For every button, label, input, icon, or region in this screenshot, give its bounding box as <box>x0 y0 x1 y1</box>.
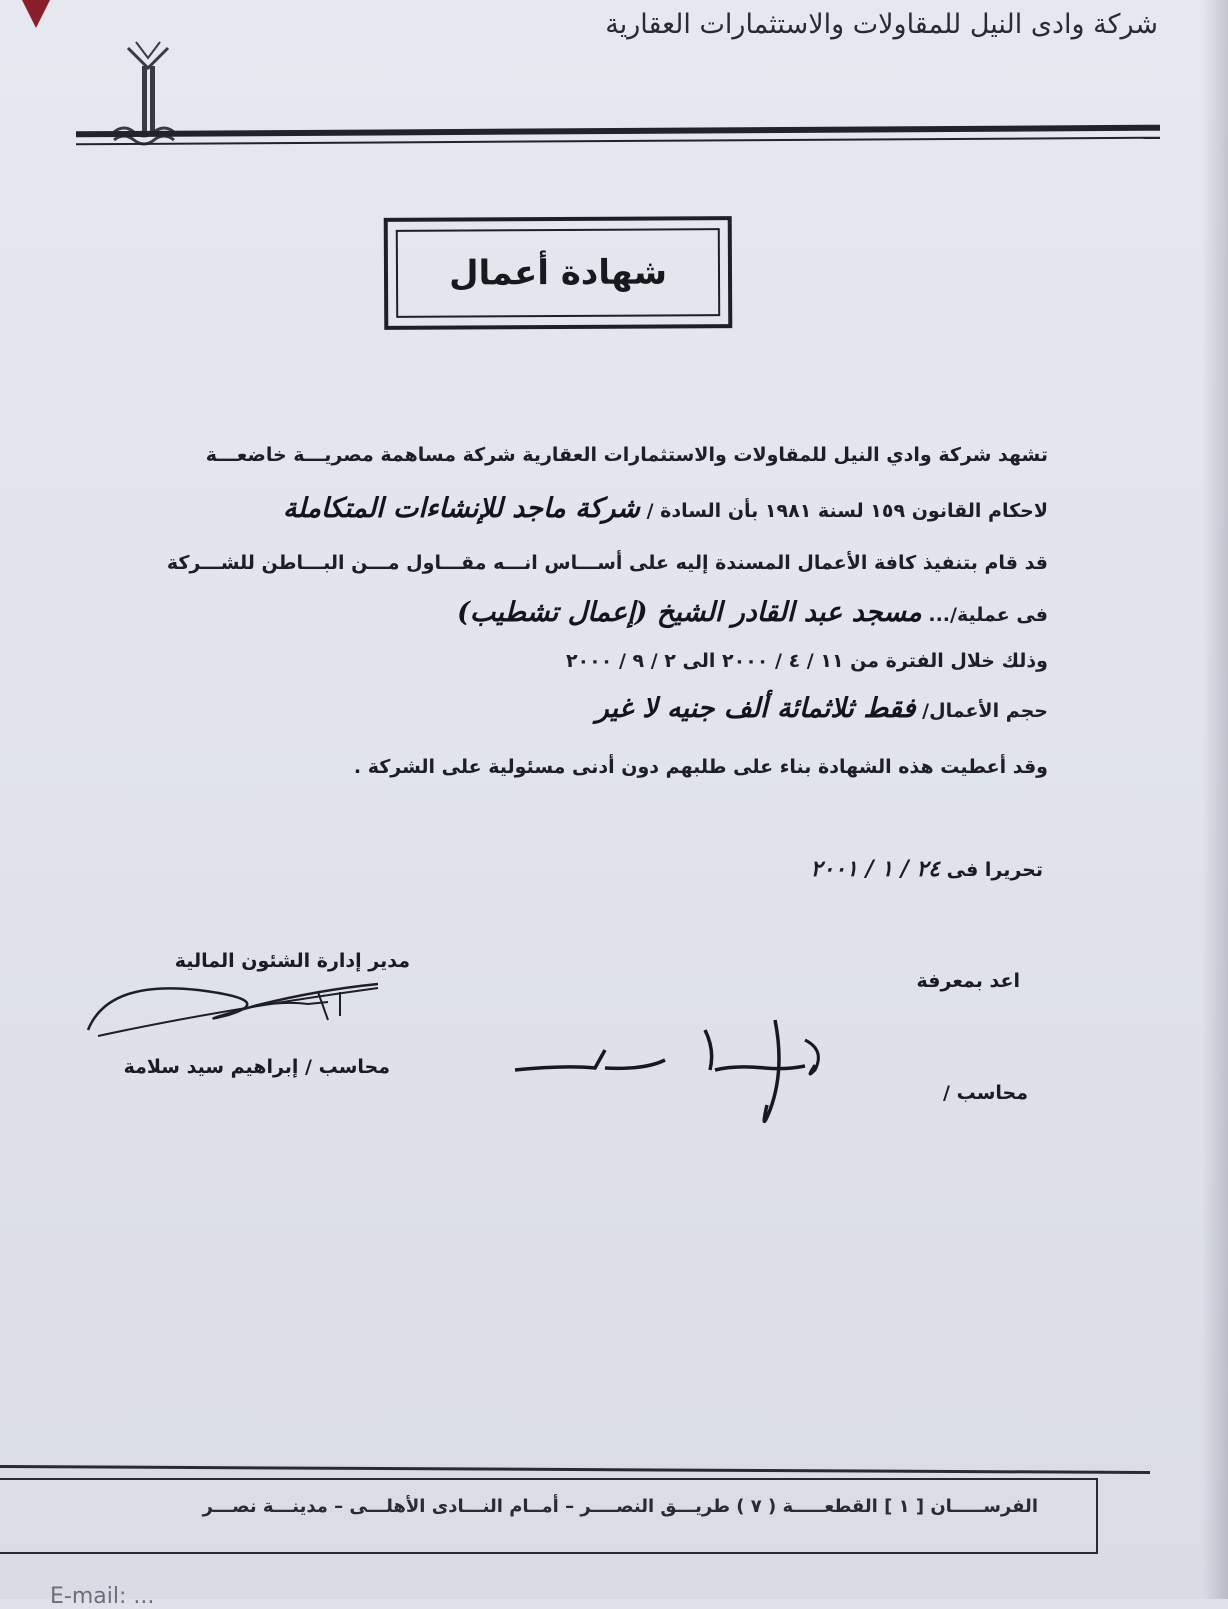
date-label: تحريرا فى <box>946 859 1043 881</box>
accountant-signature-icon <box>505 1010 845 1140</box>
prepared-by-label: اعد بمعرفة <box>916 970 1020 992</box>
work-volume-handwritten: فقط ثلاثمائة ألف جنيه لا غير <box>595 693 916 724</box>
company-name: شركة وادى النيل للمقاولات والاستثمارات العقارية <box>605 9 1158 40</box>
title-box-inner <box>396 228 720 318</box>
company-address: الفرســـــان [ ١ ] القطعـــــة ( ٧ ) طريـــق النصــــر – أمــام النـــادى الأهلـــى – مدينـــة نصـــر <box>202 1496 1038 1517</box>
body-line-3: قد قام بتنفيذ كافة الأعمال المسندة إليه على أســـاس انـــه مقـــاول مـــن البـــاطن للشـــركة <box>166 552 1048 574</box>
finance-manager-title: مدير إدارة الشئون المالية <box>174 950 410 972</box>
body-line-4 <box>48 598 1048 630</box>
document-title: شهادة أعمال <box>448 252 668 294</box>
project-name-handwritten: مسجد عبد القادر الشيخ (إعمال تشطيب) <box>457 597 922 628</box>
body-line-2-printed: لاحكام القانون ١٥٩ لسنة ١٩٨١ بأن السادة / <box>646 500 1048 522</box>
body-line-5: وذلك خلال الفترة من ١١ / ٤ / ٢٠٠٠ الى ٢ / ٩ / ٢٠٠٠ <box>565 650 1048 672</box>
accountant-right: محاسب / <box>943 1082 1028 1104</box>
email-strip-cutoff: E-mail: ... <box>50 1584 155 1609</box>
body-line-6 <box>48 694 1048 726</box>
issue-date <box>643 856 1043 882</box>
manager-signature-icon <box>78 970 398 1050</box>
header-rule-thin <box>76 137 1160 146</box>
footer-rule <box>0 1465 1150 1474</box>
accountant-left: محاسب / إبراهيم سيد سلامة <box>123 1056 390 1078</box>
body-line-1: تشهد شركة وادي النيل للمقاولات والاستثمارات العقارية شركة مساهمة مصريـــة خاضعـــة <box>205 444 1048 466</box>
corner-mark <box>22 0 50 28</box>
title-box <box>384 216 733 330</box>
date-value-handwritten: ٢٤ / ١ / ٢٠٠١ <box>810 856 940 882</box>
body-line-4-printed: فى عملية/... <box>928 604 1048 626</box>
header-rule <box>76 125 1160 138</box>
body-line-7: وقد أعطيت هذه الشهادة بناء على طلبهم دون أدنى مسئولية على الشركة . <box>353 756 1048 778</box>
body-line-2 <box>48 494 1048 526</box>
body-line-6-printed: حجم الأعمال/ <box>922 700 1048 722</box>
contractor-name-handwritten: شركة ماجد للإنشاءات المتكاملة <box>283 493 640 524</box>
